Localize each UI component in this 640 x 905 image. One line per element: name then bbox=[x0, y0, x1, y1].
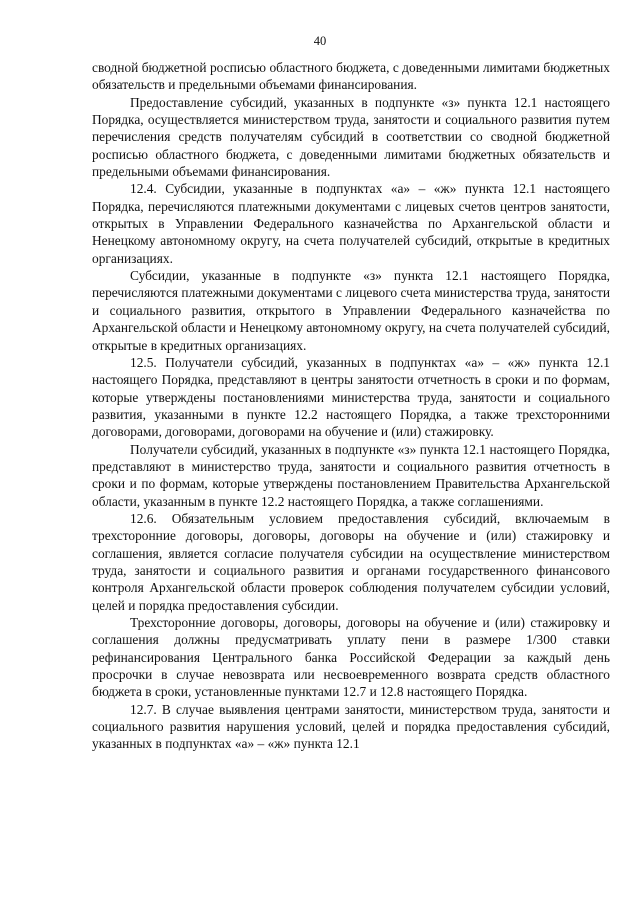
paragraph-subsidy-provision: Предоставление субсидий, указанных в подпункте «з» пункта 12.1 настоящего Порядка, осуществляется министерством труда, занятости и социального развития путем перечисления средств получателям субсидий в соответствии со сводной бюджетной росписью областного бюджета, с доведенными лимитами бюджетных обязательств и предельными объемами финансирования. bbox=[92, 94, 610, 180]
paragraph-12-4: 12.4. Субсидии, указанные в подпунктах «а» – «ж» пункта 12.1 настоящего Порядка, перечисляются платежными документами с лицевых счетов центров занятости, открытых в Управлении Федерального казначейства по Архангельской области и Ненецкому автономному округу, на счета получателей субсидий, открытые в кредитных организациях. bbox=[92, 181, 610, 266]
paragraph-recipients-reporting: Получатели субсидий, указанных в подпункте «з» пункта 12.1 настоящего Порядка, представляют в министерство труда, занятости и социального развития отчетность в сроки и по формам, которые утверждены постановлением Правительства Архангельской области, указанным в пункте 12.2 настоящего Порядка, а также соглашениями. bbox=[92, 441, 610, 509]
paragraph-12-6: 12.6. Обязательным условием предоставления субсидий, включаемым в трехсторонние договоры, договоры, договоры на обучение и (или) стажировку и соглашения, является согласие получателя субсидии на осуществление министерством труда, занятости и социального развития и органами государственного финансового контроля Архангельской области проверок соблюдения получателем субсидии условий, целей и порядка предоставления субсидии. bbox=[92, 510, 610, 613]
paragraph-continuation: сводной бюджетной росписью областного бюджета, с доведенными лимитами бюджетных обязательств и предельными объемами финансирования. bbox=[92, 60, 610, 93]
paragraph-12-7: 12.7. В случае выявления центрами занятости, министерством труда, занятости и социального развития нарушения условий, целей и порядка предоставления субсидий, указанных в подпунктах «а» – «ж» пункта 12.1 bbox=[92, 701, 610, 752]
paragraph-12-5: 12.5. Получатели субсидий, указанных в подпунктах «а» – «ж» пункта 12.1 настоящего Порядка, представляют в центры занятости отчетность в сроки и по формам, которые утверждены постановлениями министерства труда, занятости и социального развития, указанными в пункте 12.2 настоящего Порядка, а также трехсторонними договорами, договорами, договорами на обучение и (или) стажировку. bbox=[92, 354, 610, 440]
page-body bbox=[92, 59, 610, 753]
paragraph-subsidy-transfer: Субсидии, указанные в подпункте «з» пункта 12.1 настоящего Порядка, перечисляются платежными документами с лицевого счета министерства труда, занятости и социального развития, открытого в Управлении Федерального казначейства по Архангельской области и Ненецкому автономному округу, на счета получателей субсидий, открытые в кредитных организациях. bbox=[92, 268, 610, 353]
page-number: 40 bbox=[313, 34, 327, 48]
paragraph-penalty-terms: Трехсторонние договоры, договоры, договоры на обучение и (или) стажировку и соглашения должны предусматривать уплату пени в размере 1/300 ставки рефинансирования Центрального банка Российской Федерации за каждый день просрочки в случае невозврата или несвоевременного возврата средств областного бюджета в сроки, установленные пунктами 12.7 и 12.8 настоящего Порядка. bbox=[92, 615, 610, 700]
